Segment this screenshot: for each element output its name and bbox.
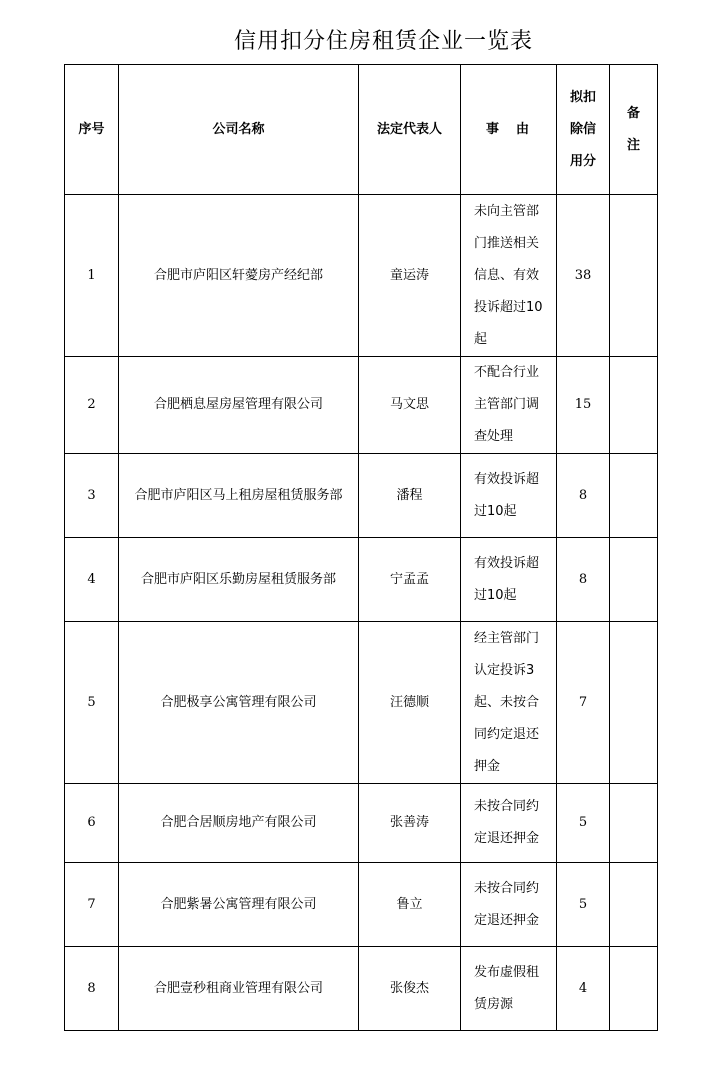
table-row xyxy=(65,947,658,1031)
header-company: 公司名称 xyxy=(119,65,359,195)
row-company: 合肥市庐阳区乐勤房屋租赁服务部 xyxy=(119,538,359,622)
row-index: 1 xyxy=(65,195,119,357)
row-index: 3 xyxy=(65,454,119,538)
row-index: 2 xyxy=(65,357,119,454)
header-points-cell xyxy=(557,65,610,195)
row-points: 4 xyxy=(557,947,610,1031)
row-legal-rep: 张善涛 xyxy=(359,784,461,863)
row-notes xyxy=(610,454,658,538)
table-row xyxy=(65,863,658,947)
row-notes xyxy=(610,538,658,622)
row-notes xyxy=(610,863,658,947)
row-index: 7 xyxy=(65,863,119,947)
row-reason: 有效投诉超过10起 xyxy=(461,454,557,538)
row-points: 5 xyxy=(557,784,610,863)
row-notes xyxy=(610,784,658,863)
row-reason: 未向主管部门推送相关信息、有效投诉超过10起 xyxy=(461,195,557,357)
row-points: 8 xyxy=(557,538,610,622)
company-table xyxy=(64,64,658,1031)
row-company: 合肥紫暑公寓管理有限公司 xyxy=(119,863,359,947)
row-legal-rep: 童运涛 xyxy=(359,195,461,357)
row-legal-rep: 汪德顺 xyxy=(359,622,461,784)
header-points: 拟扣除信用分 xyxy=(569,89,596,169)
row-company: 合肥市庐阳区轩薆房产经纪部 xyxy=(119,195,359,357)
row-index: 6 xyxy=(65,784,119,863)
row-company: 合肥栖息屋房屋管理有限公司 xyxy=(119,357,359,454)
row-legal-rep: 马文思 xyxy=(359,357,461,454)
table-row xyxy=(65,538,658,622)
row-index: 8 xyxy=(65,947,119,1031)
table-row xyxy=(65,622,658,784)
header-notes: 备注 xyxy=(626,105,640,153)
row-reason: 不配合行业主管部门调查处理 xyxy=(461,357,557,454)
row-notes xyxy=(610,357,658,454)
row-reason: 有效投诉超过10起 xyxy=(461,538,557,622)
row-reason: 未按合同约定退还押金 xyxy=(461,863,557,947)
row-company: 合肥壹秒租商业管理有限公司 xyxy=(119,947,359,1031)
header-notes-cell xyxy=(610,65,658,195)
header-reason: 事 由 xyxy=(461,65,557,195)
row-legal-rep: 鲁立 xyxy=(359,863,461,947)
row-notes xyxy=(610,622,658,784)
header-index: 序号 xyxy=(65,65,119,195)
table-row xyxy=(65,454,658,538)
header-row xyxy=(65,65,658,195)
row-notes xyxy=(610,947,658,1031)
header-legal-rep: 法定代表人 xyxy=(359,65,461,195)
row-points: 5 xyxy=(557,863,610,947)
row-reason: 经主管部门认定投诉3起、未按合同约定退还押金 xyxy=(461,622,557,784)
row-index: 5 xyxy=(65,622,119,784)
page-title: 信用扣分住房租赁企业一览表 xyxy=(233,29,533,54)
row-points: 15 xyxy=(557,357,610,454)
row-company: 合肥市庐阳区马上租房屋租赁服务部 xyxy=(119,454,359,538)
row-company: 合肥合居顺房地产有限公司 xyxy=(119,784,359,863)
row-reason: 未按合同约定退还押金 xyxy=(461,784,557,863)
row-legal-rep: 潘程 xyxy=(359,454,461,538)
table-row xyxy=(65,784,658,863)
row-reason: 发布虚假租赁房源 xyxy=(461,947,557,1031)
table-row xyxy=(65,195,658,357)
row-notes xyxy=(610,195,658,357)
row-legal-rep: 张俊杰 xyxy=(359,947,461,1031)
row-points: 8 xyxy=(557,454,610,538)
row-company: 合肥极享公寓管理有限公司 xyxy=(119,622,359,784)
row-legal-rep: 宁孟孟 xyxy=(359,538,461,622)
row-points: 7 xyxy=(557,622,610,784)
row-points: 38 xyxy=(557,195,610,357)
table-row xyxy=(65,357,658,454)
row-index: 4 xyxy=(65,538,119,622)
